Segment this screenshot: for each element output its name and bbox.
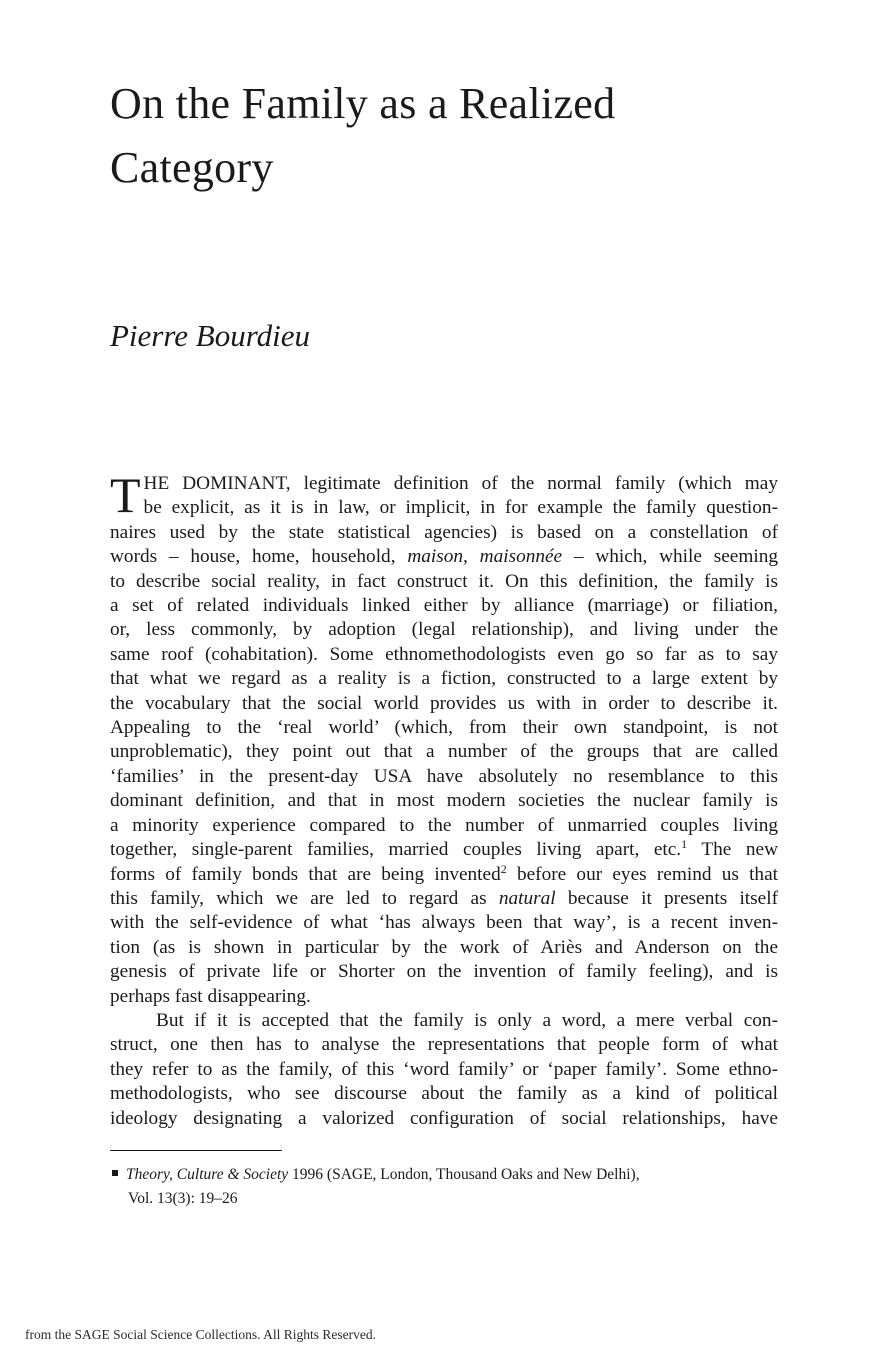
footnote-ref-1[interactable]: 1 [681,837,688,852]
text-line: that what we regard as a reality is a fiction, constructed to a large extent by [110,668,778,690]
footnote-divider [110,1150,282,1151]
text-line: they refer to as the family, of this ‘word family’ or ‘paper family’. Some ethno- [110,1058,778,1080]
text-line: dominant definition, and that in most modern societies the nuclear family is [110,790,778,812]
drop-cap: T [110,467,141,523]
journal-citation [112,1163,772,1211]
text-line: with the self-evidence of what ‘has always been that way’, is a recent inven- [110,912,778,934]
text-line: words – house, home, household, maison, maisonnée – which, while seeming [110,546,778,568]
text-line: the vocabulary that the social world provides us with in order to describe it. [110,692,778,714]
text-line: a minority experience compared to the number of unmarried couples living [110,814,778,836]
text-line: or, less commonly, by adoption (legal relationship), and living under the [110,619,778,641]
text-line: a set of related individuals linked either by alliance (marriage) or filiation, [110,595,778,617]
text-line: genesis of private life or Shorter on the invention of family feeling), and is [110,961,778,983]
text-line: ‘families’ in the present-day USA have absolutely no resemblance to this [110,765,778,787]
text-line: But if it is accepted that the family is only a word, a mere verbal con- [156,1009,778,1031]
italic-term: maison, maisonnée [407,546,563,568]
author-name: Pierre Bourdieu [110,318,311,353]
footnote-ref-2[interactable]: 2 [500,861,507,876]
italic-term: natural [498,887,556,909]
text-line: HE DOMINANT, legitimate definition of the normal family (which may [143,473,778,494]
paragraph-2 [110,1009,778,1131]
text-line: same roof (cohabitation). Some ethnomethodologists even go so far as to say [110,643,778,665]
body-text [110,467,778,1131]
text-line: to describe social reality, in fact construct it. On this definition, the family is [110,570,778,592]
title-line-1: On the Family as a Realized [110,79,616,128]
text-line: this family, which we are led to regard as natural because it presents itself [110,887,778,909]
text-line: tion (as is shown in particular by the work of Ariès and Anderson on the [110,936,778,958]
text-line: naires used by the state statistical agencies) is based on a constellation of [110,521,778,543]
text-line: perhaps fast disappearing. [110,985,311,1007]
square-bullet-icon [112,1170,118,1176]
article-title [110,72,810,200]
text-line: Appealing to the ‘real world’ (which, from their own standpoint, is not [110,717,778,739]
title-line-2: Category [110,143,274,192]
journal-name: Theory, Culture & Society [126,1166,289,1183]
journal-details: 1996 (SAGE, London, Thousand Oaks and New Delhi), [288,1166,640,1183]
text-line: ideology designating a valorized configuration of social relationships, have [110,1107,778,1129]
text-line: unproblematic), they point out that a number of the groups that are called [110,741,778,763]
text-line: struct, one then has to analyse the representations that people form of what [110,1034,778,1056]
journal-volume: Vol. 13(3): 19–26 [128,1190,238,1207]
copyright-credit: from the SAGE Social Science Collections. All Rights Reserved. [25,1327,376,1342]
text-line: forms of family bonds that are being invented$^2$ before our eyes remind us that [110,861,778,885]
text-line: together, single-parent families, married couples living apart, etc.$^1$ The new [110,837,778,861]
paragraph-1 [110,467,778,1009]
text-line: methodologists, who see discourse about the family as a kind of political [110,1083,778,1105]
text-line: be explicit, as it is in law, or implicit, in for example the family question- [143,497,778,519]
